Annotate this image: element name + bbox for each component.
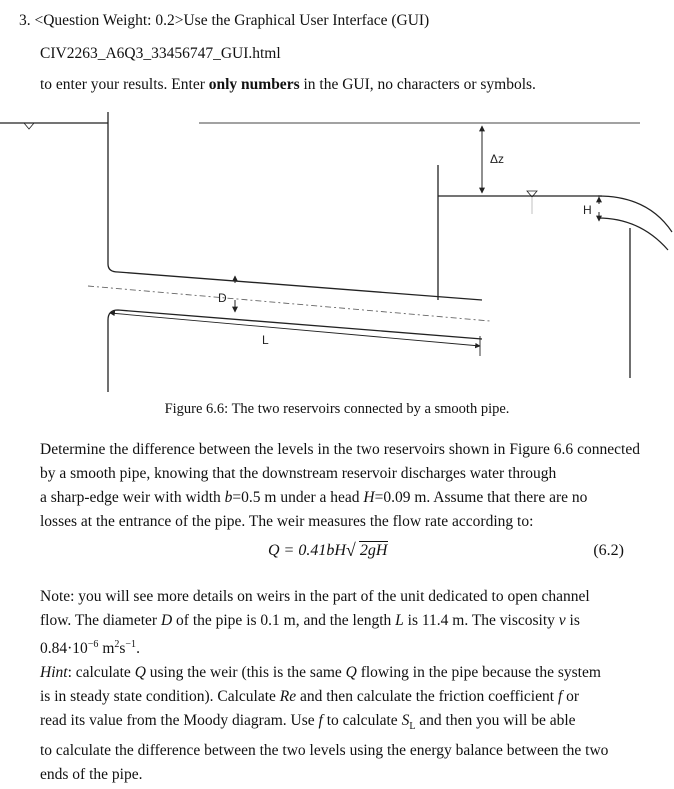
instruction-bold: only numbers	[208, 76, 300, 93]
upstream-level-icon	[24, 123, 34, 129]
problem-line-2: a sharp-edge weir with width b=0.5 m under a head H=0.09 m. Assume that there are no	[40, 489, 588, 506]
equation-lhs: Q = 0.41bH	[268, 542, 346, 559]
delta-z-label: Δz	[490, 152, 505, 166]
hint-paragraph	[40, 661, 640, 787]
head-label: H	[583, 203, 592, 217]
length-label: L	[262, 333, 269, 347]
hint-label: Hint	[40, 664, 68, 681]
question-weight: <Question Weight: 0.2>	[34, 12, 184, 29]
length-dimension-line	[110, 313, 480, 346]
weir-nappe-upper	[598, 196, 672, 232]
hint-line-5: ends of the pipe.	[40, 766, 143, 784]
figure-caption: Figure 6.6: The two reservoirs connected by a smooth pipe.	[164, 401, 510, 417]
weir-nappe-lower	[598, 218, 668, 250]
question-intro: Use the Graphical User Interface (GUI)	[183, 12, 430, 29]
note-line-2: flow. The diameter D of the pipe is 0.1 m, and the length L is 11.4 m. The viscosity ν is	[40, 612, 580, 629]
hint-line-4: to calculate the difference between the two levels using the energy balance between the two	[40, 742, 609, 760]
pipe-centerline	[88, 286, 490, 321]
hint-line-3: read its value from the Moody diagram. Use f to calculate $S_L$ and then you will be able	[40, 712, 576, 733]
problem-line-1: Determine the difference between the levels in the two reservoirs shown in Figure 6.6 connected by a smooth pipe, knowing that the downstream reservoir discharges water through	[40, 441, 640, 482]
hint-line-2: is in steady state condition). Calculate Re and then calculate the friction coefficient f or	[40, 688, 580, 705]
note-line-3: $0.84\cdot 10^{-6}$ $m^2s^{-1}$.	[40, 639, 140, 658]
problem-paragraph	[40, 438, 640, 534]
instruction-text-end: in the GUI, no characters or symbols.	[299, 76, 536, 93]
problem-line-3: losses at the entrance of the pipe. The weir measures the flow rate according to:	[40, 513, 534, 530]
question-number: 3.	[19, 12, 31, 29]
note-line-1: Note: you will see more details on weirs in the part of the unit dedicated to open channel	[40, 588, 590, 605]
equation-radicand: 2gH	[359, 542, 388, 559]
pipe-bottom-wall	[108, 310, 482, 339]
hint-line-1: Hint: calculate Q using the weir (this is the same Q flowing in the pipe because the system	[40, 664, 601, 681]
instruction-text: to enter your results. Enter	[40, 76, 209, 93]
sqrt-symbol	[346, 542, 389, 560]
diameter-label: D	[218, 291, 227, 305]
pipe-top-wall	[108, 264, 482, 300]
gui-filename: CIV2263_A6Q3_33456747_GUI.html	[40, 45, 281, 62]
note-paragraph	[40, 585, 640, 661]
equation-body	[268, 542, 388, 560]
equation-number: (6.2)	[593, 542, 624, 559]
